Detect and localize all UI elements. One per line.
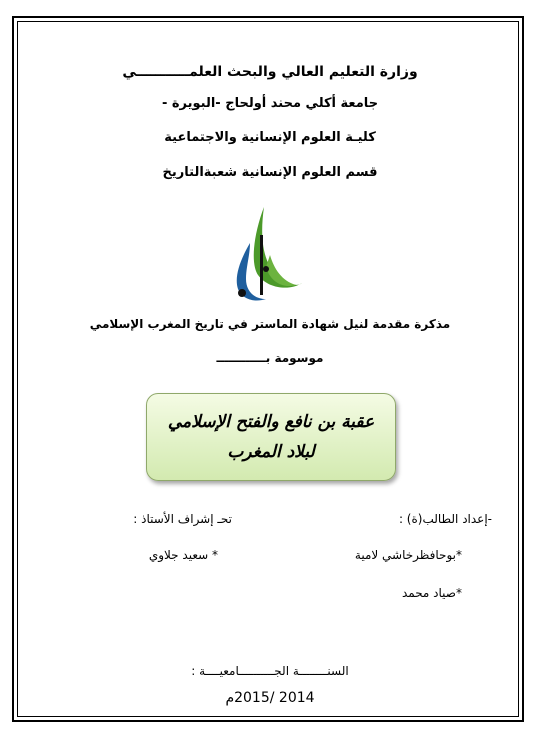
student-name-1: *بوحافظرخاشي لامية — [354, 548, 462, 562]
thesis-title-line2: لبلاد المغرب — [227, 442, 315, 462]
academic-year-value: 2014 /2015م — [225, 690, 315, 706]
academic-year-label: السنــــــــة الجــــــــــامعيــــة : — [191, 664, 349, 678]
supervision-label: تحـ إشراف الأستاذ : — [133, 512, 232, 526]
university-logo-icon — [220, 205, 304, 305]
supervisor-name: * سعيد جلاوي — [148, 548, 218, 562]
ministry-heading: وزارة التعليم العالي والبحث العلمـــــــــــي — [122, 64, 418, 80]
page-border-inner — [17, 21, 519, 717]
prepared-by-label: -إعداد الطالب(ة) : — [398, 512, 492, 526]
department-heading: قسم العلوم الإنسانية شعبةالتاريخ — [162, 165, 378, 180]
faculty-heading: كليـة العلوم الإنسانية والاجتماعية — [164, 130, 376, 145]
thesis-title-line1: عقبة بن نافع والفتح الإسلامي — [167, 412, 375, 432]
university-heading: جامعة أكلي محند أولحاج -البويرة - — [161, 96, 379, 111]
titled-label: موسومة بــــــــــــ — [216, 351, 324, 365]
thesis-title-box — [146, 393, 396, 481]
student-name-2: *صياد محمد — [401, 586, 462, 600]
memo-description: مذكرة مقدمة لنيل شهادة الماستر في تاريخ المغرب الإسلامي — [89, 317, 451, 331]
